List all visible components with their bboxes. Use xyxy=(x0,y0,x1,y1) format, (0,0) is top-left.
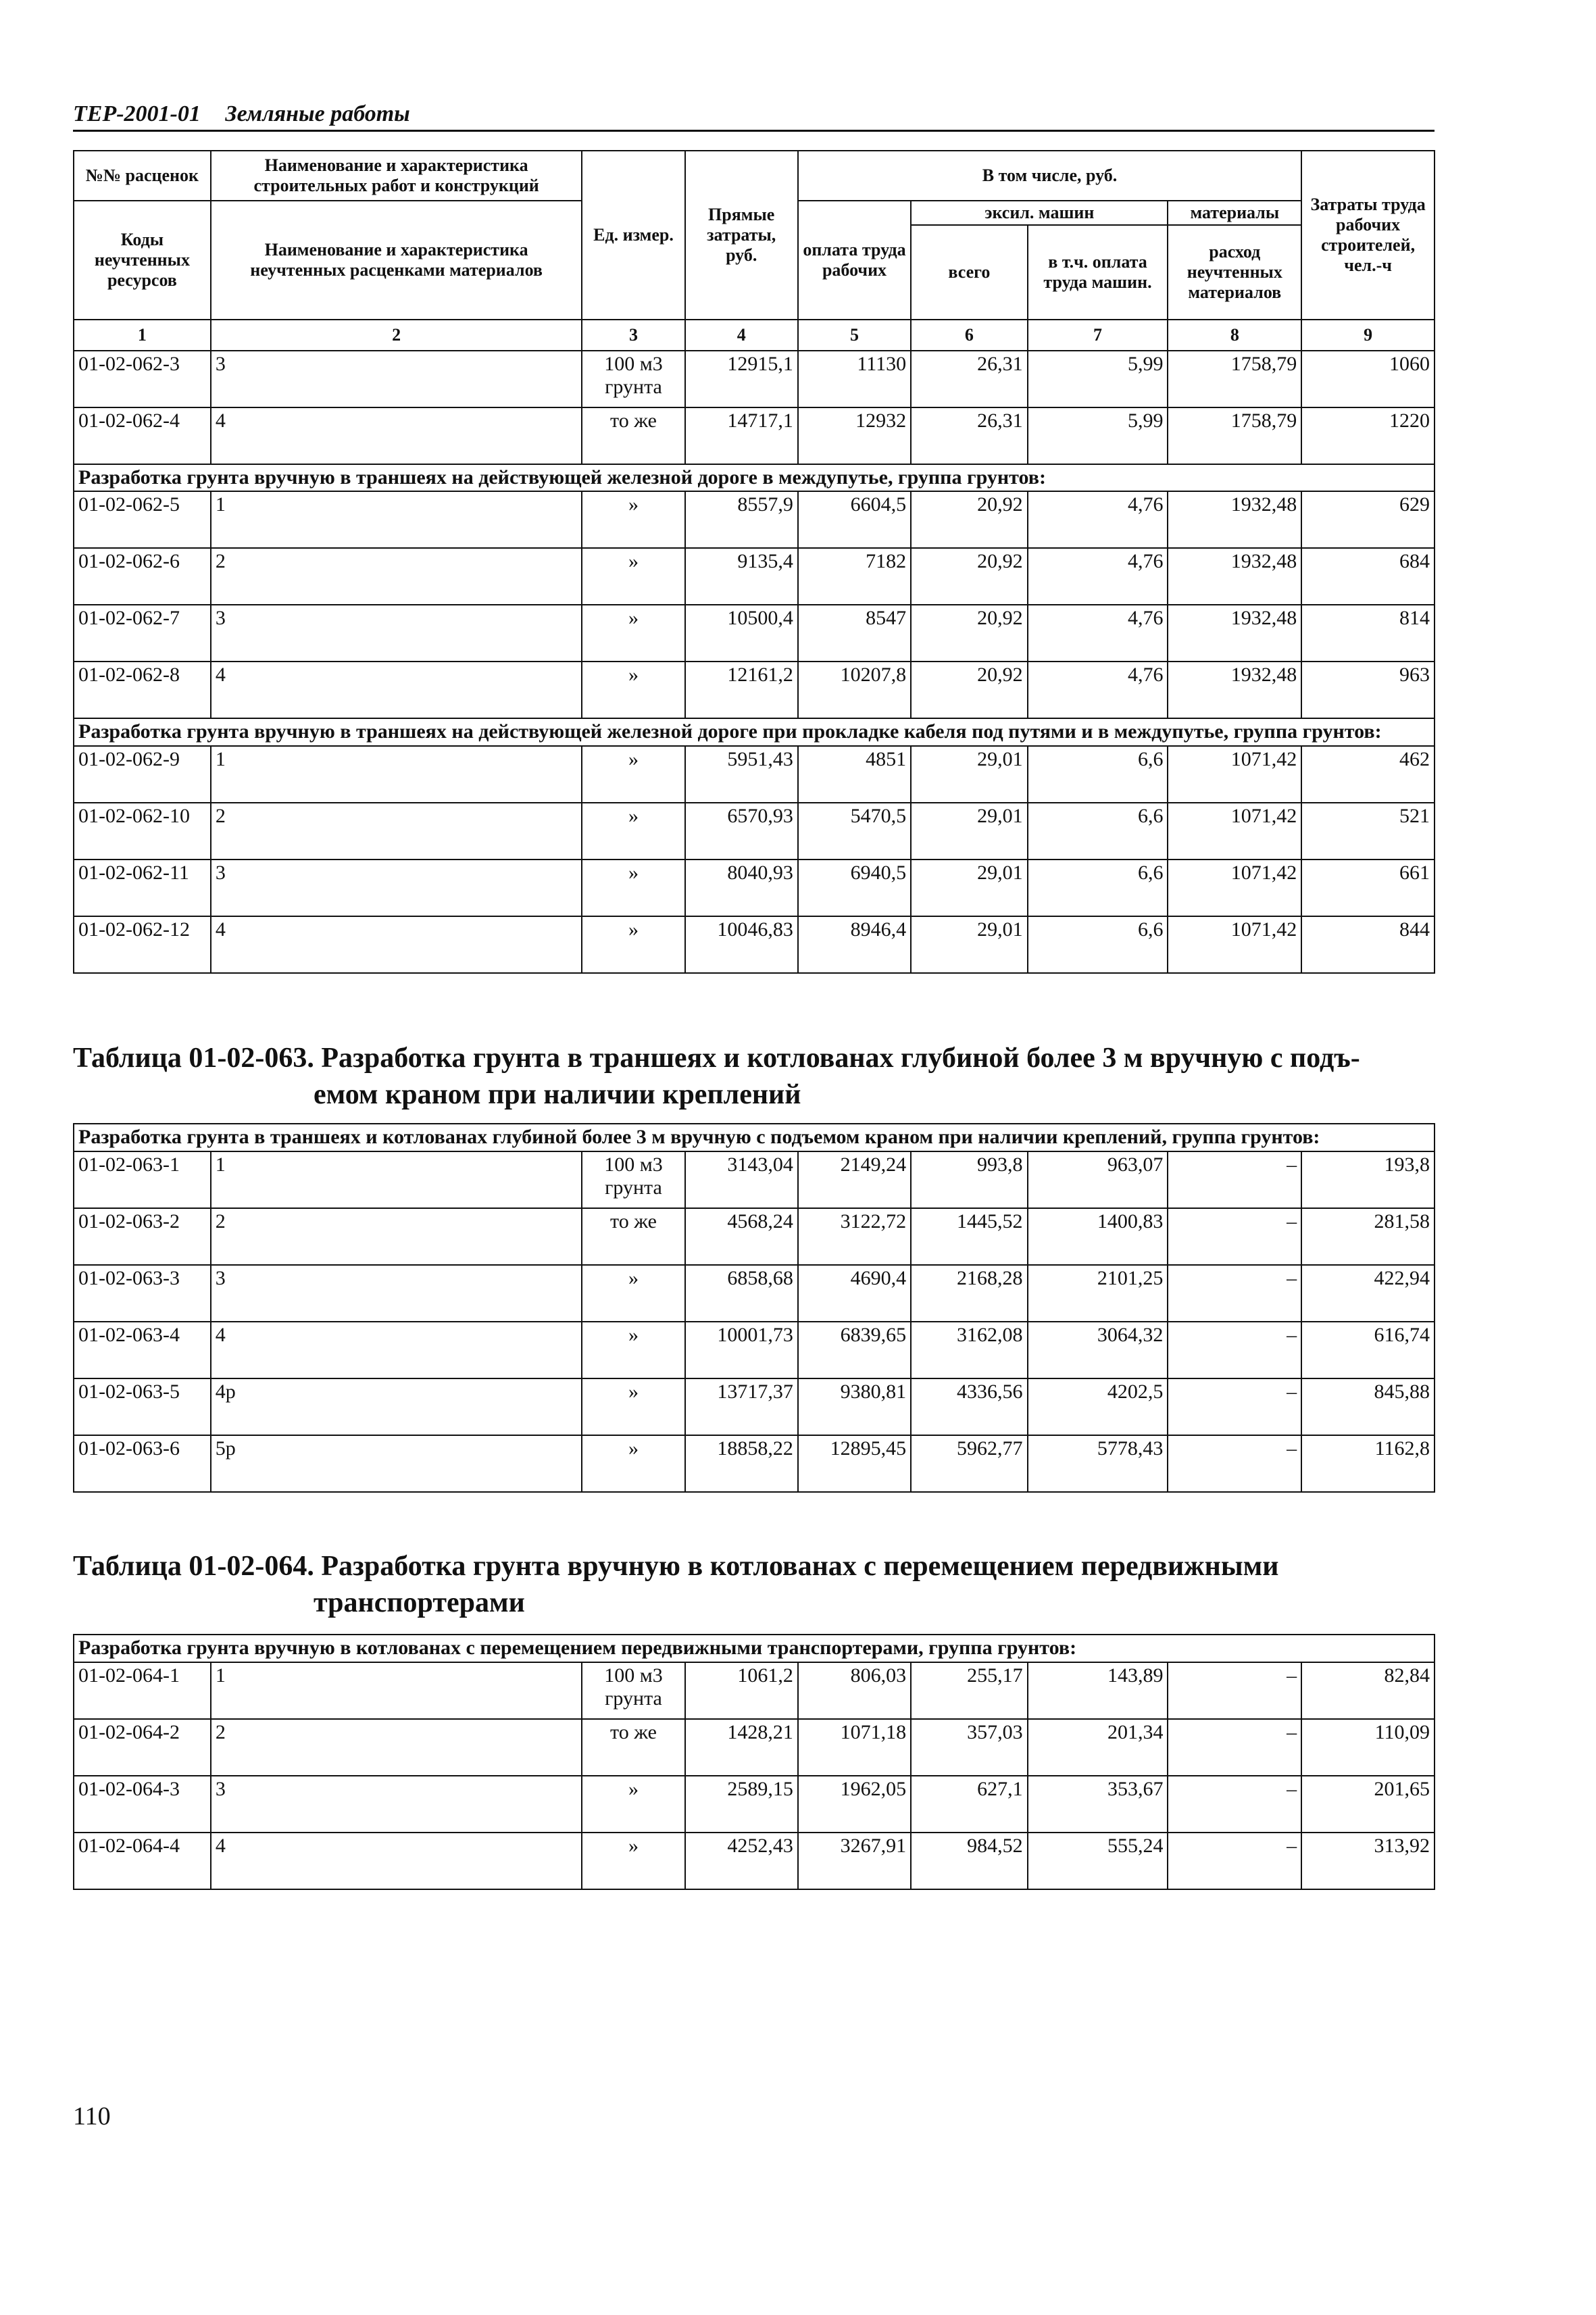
unit-cell: » xyxy=(582,1833,684,1889)
table-title-line: емом краном при наличии креплений xyxy=(314,1078,801,1110)
machines-total-cell: 993,8 xyxy=(911,1151,1027,1208)
materials-cell: 1071,42 xyxy=(1168,916,1301,973)
table-row xyxy=(74,1208,1435,1265)
rates-table-063 xyxy=(73,1123,1435,1493)
header-machine-operation: эксил. машин xyxy=(911,201,1168,225)
labor-hours-cell: 684 xyxy=(1301,548,1435,605)
unit-cell: » xyxy=(582,803,684,860)
rate-code-cell: 01-02-062-7 xyxy=(74,605,211,662)
table-row xyxy=(74,662,1435,718)
column-number: 5 xyxy=(798,320,911,351)
table-row xyxy=(74,803,1435,860)
section-heading: Разработка грунта вручную в котлованах с перемещением передвижными транспортерами, группа грунтов: xyxy=(74,1635,1435,1662)
table-title-064 xyxy=(73,1549,1435,1622)
unit-cell: » xyxy=(582,1322,684,1378)
rate-code-cell: 01-02-064-1 xyxy=(74,1662,211,1719)
rate-code-cell: 01-02-063-2 xyxy=(74,1208,211,1265)
unit-cell: 100 м3 грунта xyxy=(582,1151,684,1208)
worker-wages-cell: 8547 xyxy=(798,605,911,662)
machinist-wages-cell: 6,6 xyxy=(1028,746,1168,803)
rate-code-cell: 01-02-062-3 xyxy=(74,351,211,407)
column-number: 1 xyxy=(74,320,211,351)
column-number: 9 xyxy=(1301,320,1435,351)
table-row xyxy=(74,1833,1435,1889)
worker-wages-cell: 11130 xyxy=(798,351,911,407)
worker-wages-cell: 8946,4 xyxy=(798,916,911,973)
machinist-wages-cell: 3064,32 xyxy=(1028,1322,1168,1378)
table-title-line: транспортерами xyxy=(314,1587,525,1618)
header-labor-hours: Затраты труда рабочих строителей, чел.-ч xyxy=(1301,151,1435,320)
table-row xyxy=(74,548,1435,605)
worker-wages-cell: 12932 xyxy=(798,407,911,464)
table-row xyxy=(74,605,1435,662)
machines-total-cell: 984,52 xyxy=(911,1833,1027,1889)
rate-code-cell: 01-02-062-4 xyxy=(74,407,211,464)
rate-code-cell: 01-02-064-4 xyxy=(74,1833,211,1889)
rate-code-cell: 01-02-062-5 xyxy=(74,491,211,548)
rates-table-064 xyxy=(73,1634,1435,1890)
machines-total-cell: 5962,77 xyxy=(911,1435,1027,1492)
machinist-wages-cell: 4,76 xyxy=(1028,605,1168,662)
rate-code-cell: 01-02-062-9 xyxy=(74,746,211,803)
machines-total-cell: 255,17 xyxy=(911,1662,1027,1719)
header-resource-codes: Коды неучтенных ресурсов xyxy=(74,201,211,320)
labor-hours-cell: 1162,8 xyxy=(1301,1435,1435,1492)
column-number: 6 xyxy=(911,320,1027,351)
rate-code-cell: 01-02-063-4 xyxy=(74,1322,211,1378)
work-description-cell: 4 xyxy=(211,1322,582,1378)
machinist-wages-cell: 4,76 xyxy=(1028,662,1168,718)
work-description-cell: 3 xyxy=(211,605,582,662)
rate-code-cell: 01-02-064-2 xyxy=(74,1719,211,1776)
machines-total-cell: 627,1 xyxy=(911,1776,1027,1833)
rate-code-cell: 01-02-062-11 xyxy=(74,860,211,916)
direct-costs-cell: 12161,2 xyxy=(685,662,798,718)
materials-cell: – xyxy=(1168,1719,1301,1776)
materials-cell: 1071,42 xyxy=(1168,746,1301,803)
materials-cell: 1758,79 xyxy=(1168,351,1301,407)
labor-hours-cell: 313,92 xyxy=(1301,1833,1435,1889)
section-heading-row xyxy=(74,1124,1435,1151)
unit-cell: » xyxy=(582,1435,684,1492)
unit-cell: » xyxy=(582,1265,684,1322)
column-number: 2 xyxy=(211,320,582,351)
running-head xyxy=(73,101,1435,132)
section-heading-row xyxy=(74,1635,1435,1662)
materials-cell: 1932,48 xyxy=(1168,605,1301,662)
header-machines-total: всего xyxy=(911,225,1027,320)
unit-cell: » xyxy=(582,1776,684,1833)
unit-cell: » xyxy=(582,746,684,803)
table-row xyxy=(74,1719,1435,1776)
rate-code-cell: 01-02-063-5 xyxy=(74,1378,211,1435)
work-description-cell: 5р xyxy=(211,1435,582,1492)
labor-hours-cell: 814 xyxy=(1301,605,1435,662)
unit-cell: » xyxy=(582,662,684,718)
rate-code-cell: 01-02-063-6 xyxy=(74,1435,211,1492)
direct-costs-cell: 1061,2 xyxy=(685,1662,798,1719)
unit-cell: 100 м3 грунта xyxy=(582,351,684,407)
table-row xyxy=(74,1435,1435,1492)
work-description-cell: 1 xyxy=(211,491,582,548)
materials-cell: – xyxy=(1168,1776,1301,1833)
materials-cell: – xyxy=(1168,1322,1301,1378)
unit-cell: 100 м3 грунта xyxy=(582,1662,684,1719)
machines-total-cell: 29,01 xyxy=(911,916,1027,973)
materials-cell: – xyxy=(1168,1265,1301,1322)
worker-wages-cell: 6604,5 xyxy=(798,491,911,548)
direct-costs-cell: 8040,93 xyxy=(685,860,798,916)
header-unaccounted-materials: расход неучтенных материалов xyxy=(1168,225,1301,320)
header-direct-costs: Прямые затраты, руб. xyxy=(685,151,798,320)
worker-wages-cell: 3267,91 xyxy=(798,1833,911,1889)
header-unit: Ед. измер. xyxy=(582,151,684,320)
work-description-cell: 4р xyxy=(211,1378,582,1435)
machines-total-cell: 20,92 xyxy=(911,491,1027,548)
unit-cell: » xyxy=(582,916,684,973)
machinist-wages-cell: 1400,83 xyxy=(1028,1208,1168,1265)
work-description-cell: 3 xyxy=(211,1776,582,1833)
labor-hours-cell: 201,65 xyxy=(1301,1776,1435,1833)
worker-wages-cell: 6940,5 xyxy=(798,860,911,916)
table-row xyxy=(74,1322,1435,1378)
machines-total-cell: 357,03 xyxy=(911,1719,1027,1776)
machinist-wages-cell: 6,6 xyxy=(1028,916,1168,973)
section-heading-row xyxy=(74,464,1435,492)
machinist-wages-cell: 5,99 xyxy=(1028,351,1168,407)
direct-costs-cell: 6858,68 xyxy=(685,1265,798,1322)
table-title-063 xyxy=(73,1041,1435,1114)
materials-cell: 1932,48 xyxy=(1168,548,1301,605)
machinist-wages-cell: 4,76 xyxy=(1028,491,1168,548)
worker-wages-cell: 1071,18 xyxy=(798,1719,911,1776)
machinist-wages-cell: 6,6 xyxy=(1028,860,1168,916)
work-description-cell: 3 xyxy=(211,351,582,407)
rate-code-cell: 01-02-062-12 xyxy=(74,916,211,973)
worker-wages-cell: 6839,65 xyxy=(798,1322,911,1378)
section-heading: Разработка грунта вручную в траншеях на действующей железной дороге при прокладке кабеля под путями и в междупутье, группа грунтов: xyxy=(74,718,1435,746)
machines-total-cell: 2168,28 xyxy=(911,1265,1027,1322)
table-row xyxy=(74,1378,1435,1435)
machinist-wages-cell: 6,6 xyxy=(1028,803,1168,860)
materials-cell: – xyxy=(1168,1435,1301,1492)
labor-hours-cell: 462 xyxy=(1301,746,1435,803)
work-description-cell: 3 xyxy=(211,1265,582,1322)
work-description-cell: 2 xyxy=(211,1719,582,1776)
unit-cell: то же xyxy=(582,1208,684,1265)
column-number: 7 xyxy=(1028,320,1168,351)
worker-wages-cell: 7182 xyxy=(798,548,911,605)
labor-hours-cell: 661 xyxy=(1301,860,1435,916)
table-row xyxy=(74,1265,1435,1322)
machines-total-cell: 26,31 xyxy=(911,407,1027,464)
work-description-cell: 2 xyxy=(211,1208,582,1265)
direct-costs-cell: 2589,15 xyxy=(685,1776,798,1833)
labor-hours-cell: 1060 xyxy=(1301,351,1435,407)
section-heading: Разработка грунта в траншеях и котлованах глубиной более 3 м вручную с подъемом краном при наличии креплений, группа грунтов: xyxy=(74,1124,1435,1151)
direct-costs-cell: 5951,43 xyxy=(685,746,798,803)
rate-code-cell: 01-02-062-8 xyxy=(74,662,211,718)
direct-costs-cell: 4568,24 xyxy=(685,1208,798,1265)
direct-costs-cell: 6570,93 xyxy=(685,803,798,860)
labor-hours-cell: 521 xyxy=(1301,803,1435,860)
work-description-cell: 1 xyxy=(211,746,582,803)
direct-costs-cell: 3143,04 xyxy=(685,1151,798,1208)
direct-costs-cell: 4252,43 xyxy=(685,1833,798,1889)
header-material-name: Наименование и характеристика неучтенных расценками материалов xyxy=(211,201,582,320)
header-machinist-wages: в т.ч. оплата труда машин. xyxy=(1028,225,1168,320)
column-number: 4 xyxy=(685,320,798,351)
table-row xyxy=(74,1662,1435,1719)
machinist-wages-cell: 5,99 xyxy=(1028,407,1168,464)
direct-costs-cell: 12915,1 xyxy=(685,351,798,407)
table-row xyxy=(74,860,1435,916)
rate-code-cell: 01-02-062-6 xyxy=(74,548,211,605)
labor-hours-cell: 82,84 xyxy=(1301,1662,1435,1719)
header-worker-wages: оплата труда рабочих xyxy=(798,201,911,320)
unit-cell: » xyxy=(582,860,684,916)
table-row xyxy=(74,1151,1435,1208)
worker-wages-cell: 4851 xyxy=(798,746,911,803)
worker-wages-cell: 1962,05 xyxy=(798,1776,911,1833)
machines-total-cell: 4336,56 xyxy=(911,1378,1027,1435)
labor-hours-cell: 629 xyxy=(1301,491,1435,548)
machines-total-cell: 20,92 xyxy=(911,548,1027,605)
column-numbers-row xyxy=(74,320,1435,351)
labor-hours-cell: 616,74 xyxy=(1301,1322,1435,1378)
rate-code-cell: 01-02-063-3 xyxy=(74,1265,211,1322)
machines-total-cell: 29,01 xyxy=(911,803,1027,860)
rate-code-cell: 01-02-062-10 xyxy=(74,803,211,860)
labor-hours-cell: 281,58 xyxy=(1301,1208,1435,1265)
machinist-wages-cell: 201,34 xyxy=(1028,1719,1168,1776)
unit-cell: » xyxy=(582,1378,684,1435)
standard-code: ТЕР-2001-01 xyxy=(73,101,201,126)
unit-cell: » xyxy=(582,548,684,605)
machines-total-cell: 20,92 xyxy=(911,605,1027,662)
unit-cell: то же xyxy=(582,1719,684,1776)
table-header xyxy=(74,151,1435,351)
worker-wages-cell: 806,03 xyxy=(798,1662,911,1719)
header-including: В том числе, руб. xyxy=(798,151,1301,201)
materials-cell: – xyxy=(1168,1151,1301,1208)
worker-wages-cell: 10207,8 xyxy=(798,662,911,718)
rates-table-062 xyxy=(73,150,1435,974)
rate-code-cell: 01-02-063-1 xyxy=(74,1151,211,1208)
materials-cell: 1071,42 xyxy=(1168,860,1301,916)
header-materials: материалы xyxy=(1168,201,1301,225)
worker-wages-cell: 5470,5 xyxy=(798,803,911,860)
unit-cell: » xyxy=(582,491,684,548)
machines-total-cell: 1445,52 xyxy=(911,1208,1027,1265)
materials-cell: – xyxy=(1168,1378,1301,1435)
table-row xyxy=(74,1776,1435,1833)
machinist-wages-cell: 5778,43 xyxy=(1028,1435,1168,1492)
work-description-cell: 1 xyxy=(211,1662,582,1719)
direct-costs-cell: 10500,4 xyxy=(685,605,798,662)
machinist-wages-cell: 2101,25 xyxy=(1028,1265,1168,1322)
page-number: 110 xyxy=(73,2102,111,2131)
materials-cell: – xyxy=(1168,1662,1301,1719)
worker-wages-cell: 9380,81 xyxy=(798,1378,911,1435)
work-description-cell: 4 xyxy=(211,662,582,718)
work-description-cell: 4 xyxy=(211,916,582,973)
direct-costs-cell: 13717,37 xyxy=(685,1378,798,1435)
rate-code-cell: 01-02-064-3 xyxy=(74,1776,211,1833)
work-description-cell: 2 xyxy=(211,548,582,605)
section-heading: Разработка грунта вручную в траншеях на действующей железной дороге в междупутье, группа грунтов: xyxy=(74,464,1435,492)
worker-wages-cell: 3122,72 xyxy=(798,1208,911,1265)
unit-cell: » xyxy=(582,605,684,662)
labor-hours-cell: 422,94 xyxy=(1301,1265,1435,1322)
direct-costs-cell: 10001,73 xyxy=(685,1322,798,1378)
section-title: Земляные работы xyxy=(225,101,410,126)
materials-cell: – xyxy=(1168,1833,1301,1889)
machines-total-cell: 29,01 xyxy=(911,860,1027,916)
table-title-line: Таблица 01-02-063. Разработка грунта в траншеях и котлованах глубиной более 3 м вручную с подъ- xyxy=(73,1043,1360,1074)
table-row xyxy=(74,407,1435,464)
column-number: 3 xyxy=(582,320,684,351)
work-description-cell: 4 xyxy=(211,1833,582,1889)
materials-cell: 1932,48 xyxy=(1168,662,1301,718)
machinist-wages-cell: 4202,5 xyxy=(1028,1378,1168,1435)
machinist-wages-cell: 143,89 xyxy=(1028,1662,1168,1719)
materials-cell: 1758,79 xyxy=(1168,407,1301,464)
worker-wages-cell: 2149,24 xyxy=(798,1151,911,1208)
materials-cell: 1071,42 xyxy=(1168,803,1301,860)
work-description-cell: 3 xyxy=(211,860,582,916)
header-rate-number: №№ расценок xyxy=(74,151,211,201)
header-work-name: Наименование и характеристика строительных работ и конструкций xyxy=(211,151,582,201)
direct-costs-cell: 1428,21 xyxy=(685,1719,798,1776)
machines-total-cell: 26,31 xyxy=(911,351,1027,407)
machinist-wages-cell: 4,76 xyxy=(1028,548,1168,605)
direct-costs-cell: 14717,1 xyxy=(685,407,798,464)
table-row xyxy=(74,491,1435,548)
work-description-cell: 1 xyxy=(211,1151,582,1208)
materials-cell: – xyxy=(1168,1208,1301,1265)
direct-costs-cell: 8557,9 xyxy=(685,491,798,548)
unit-cell: то же xyxy=(582,407,684,464)
table-row xyxy=(74,351,1435,407)
work-description-cell: 2 xyxy=(211,803,582,860)
table-row xyxy=(74,746,1435,803)
labor-hours-cell: 845,88 xyxy=(1301,1378,1435,1435)
labor-hours-cell: 110,09 xyxy=(1301,1719,1435,1776)
machinist-wages-cell: 963,07 xyxy=(1028,1151,1168,1208)
direct-costs-cell: 10046,83 xyxy=(685,916,798,973)
worker-wages-cell: 4690,4 xyxy=(798,1265,911,1322)
table-row xyxy=(74,916,1435,973)
labor-hours-cell: 193,8 xyxy=(1301,1151,1435,1208)
worker-wages-cell: 12895,45 xyxy=(798,1435,911,1492)
labor-hours-cell: 1220 xyxy=(1301,407,1435,464)
direct-costs-cell: 9135,4 xyxy=(685,548,798,605)
section-heading-row xyxy=(74,718,1435,746)
machines-total-cell: 3162,08 xyxy=(911,1322,1027,1378)
labor-hours-cell: 963 xyxy=(1301,662,1435,718)
column-number: 8 xyxy=(1168,320,1301,351)
machinist-wages-cell: 555,24 xyxy=(1028,1833,1168,1889)
machines-total-cell: 29,01 xyxy=(911,746,1027,803)
materials-cell: 1932,48 xyxy=(1168,491,1301,548)
machinist-wages-cell: 353,67 xyxy=(1028,1776,1168,1833)
labor-hours-cell: 844 xyxy=(1301,916,1435,973)
machines-total-cell: 20,92 xyxy=(911,662,1027,718)
table-title-line: Таблица 01-02-064. Разработка грунта вручную в котлованах с перемещением передвижными xyxy=(73,1551,1279,1582)
direct-costs-cell: 18858,22 xyxy=(685,1435,798,1492)
work-description-cell: 4 xyxy=(211,407,582,464)
